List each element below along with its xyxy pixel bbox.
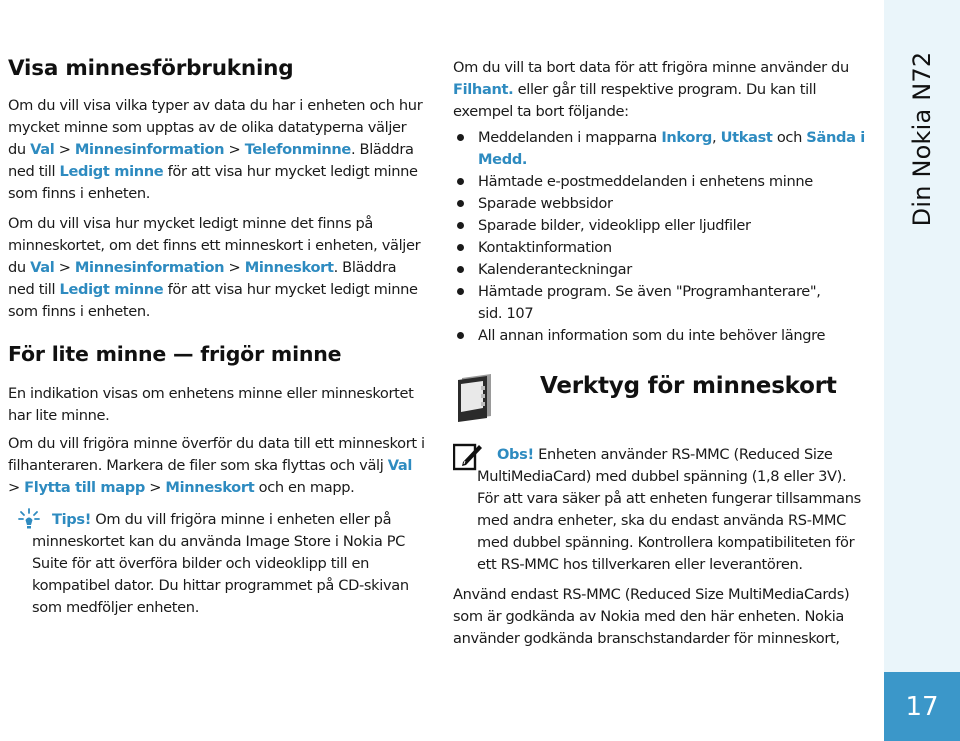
link-flytta-till-mapp: Flytta till mapp: [24, 479, 145, 496]
paragraph-low-memory-indicator: En indikation visas om enhetens minne eller minneskortet har lite minne.: [8, 385, 414, 424]
heading-memory-card-tools: Verktyg för minneskort: [540, 373, 837, 399]
note-paragraph: Obs! Enheten använder RS-MMC (Reduced Size MultiMediaCard) med dubbel spänning (1,8 eller 3V). För att vara säker på att enheten fungerar tillsammans med andra enheter, ska du endast använda RS-MMC med dubbel spänning. Kontrollera kompatibiliteten för ett RS-MMC hos tillverkaren eller leverantören.: [477, 446, 861, 573]
link-minneskort: Minneskort: [244, 259, 334, 276]
link-filhant: Filhant.: [453, 81, 514, 98]
bullet-icon: [457, 134, 464, 141]
heading-low-memory: För lite minne — frigör minne: [8, 342, 342, 366]
list-item: Hämtade program. Se även "Programhanterare", sid. 107: [453, 281, 828, 325]
page-number: 17: [905, 692, 939, 722]
bullet-icon: [457, 178, 464, 185]
page-number-box: [884, 672, 960, 741]
link-val: Val: [387, 457, 413, 474]
note-label: Obs!: [497, 446, 534, 463]
link-minneskort: Minneskort: [165, 479, 255, 496]
sidebar-title-box: [884, 0, 960, 250]
list-item: All annan information som du inte behöver längre: [453, 325, 865, 347]
link-minnesinformation: Minnesinformation: [74, 259, 225, 276]
list-item: Hämtade e-postmeddelanden i enhetens minne: [453, 171, 865, 193]
paragraph-memory-info: Om du vill visa vilka typer av data du har i enheten och hur mycket minne som upptas av de olika datatyperna väljer du Val > Minnesinformation > Telefonminne. Bläddra ned till Ledigt minne för att visa hur mycket ledigt minne som finns i enheten.: [8, 97, 423, 202]
list-item: Kontaktinformation: [453, 237, 865, 259]
link-inkorg: Inkorg: [661, 129, 713, 146]
memory-card-icon: [453, 372, 499, 424]
bullet-icon: [457, 332, 464, 339]
link-ledigt-minne: Ledigt minne: [59, 281, 164, 298]
bullet-icon: [457, 266, 464, 273]
list-item: Sparade webbsidor: [453, 193, 865, 215]
tip-label: Tips!: [52, 511, 91, 528]
heading-view-memory: Visa minnesförbrukning: [8, 56, 294, 81]
link-val: Val: [30, 141, 55, 158]
paragraph-delete-data: Om du vill ta bort data för att frigöra minne använder du Filhant. eller går till respektive program. Du kan till exempel ta bort följande:: [453, 59, 849, 120]
link-utkast: Utkast: [720, 129, 773, 146]
list-item: Meddelanden i mapparna Inkorg, Utkast och Sända i Medd.: [453, 127, 865, 171]
link-minnesinformation: Minnesinformation: [74, 141, 225, 158]
link-val: Val: [30, 259, 55, 276]
link-telefonminne: Telefonminne: [244, 141, 351, 158]
bullet-icon: [457, 200, 464, 207]
bullet-icon: [457, 288, 464, 295]
bullet-icon: [457, 222, 464, 229]
link-sanda-i-medd: Sända i Medd.: [478, 129, 865, 168]
paragraph-memory-card-info: Om du vill visa hur mycket ledigt minne det finns på minneskortet, om det finns ett minneskort i enheten, väljer du Val > Minnesinformation > Minneskort. Bläddra ned till Ledigt minne för att visa hur mycket ledigt minne som finns i enheten.: [8, 215, 421, 320]
bullet-icon: [457, 244, 464, 251]
sidebar-title: Din Nokia N72: [908, 51, 936, 227]
delete-suggestions-list: [453, 127, 865, 347]
tip-paragraph: Tips! Om du vill frigöra minne i enheten eller på minneskortet kan du använda Image Store i Nokia PC Suite för att överföra bilder och videoklipp till en kompatibel dator. Du hittar programmet på CD-skivan som medföljer enheten.: [32, 511, 409, 616]
paragraph-rs-mmc-approved: Använd endast RS-MMC (Reduced Size MultiMediaCards) som är godkända av Nokia med den här enheten. Nokia använder godkända branschstandarder för minneskort,: [453, 586, 850, 647]
link-ledigt-minne: Ledigt minne: [59, 163, 164, 180]
list-item: Sparade bilder, videoklipp eller ljudfiler: [453, 215, 865, 237]
list-item: Kalenderanteckningar: [453, 259, 865, 281]
paragraph-free-memory: Om du vill frigöra minne överför du data till ett minneskort i filhanteraren. Markera de filer som ska flyttas och välj Val > Flytta till mapp > Minneskort och en mapp.: [8, 435, 425, 496]
